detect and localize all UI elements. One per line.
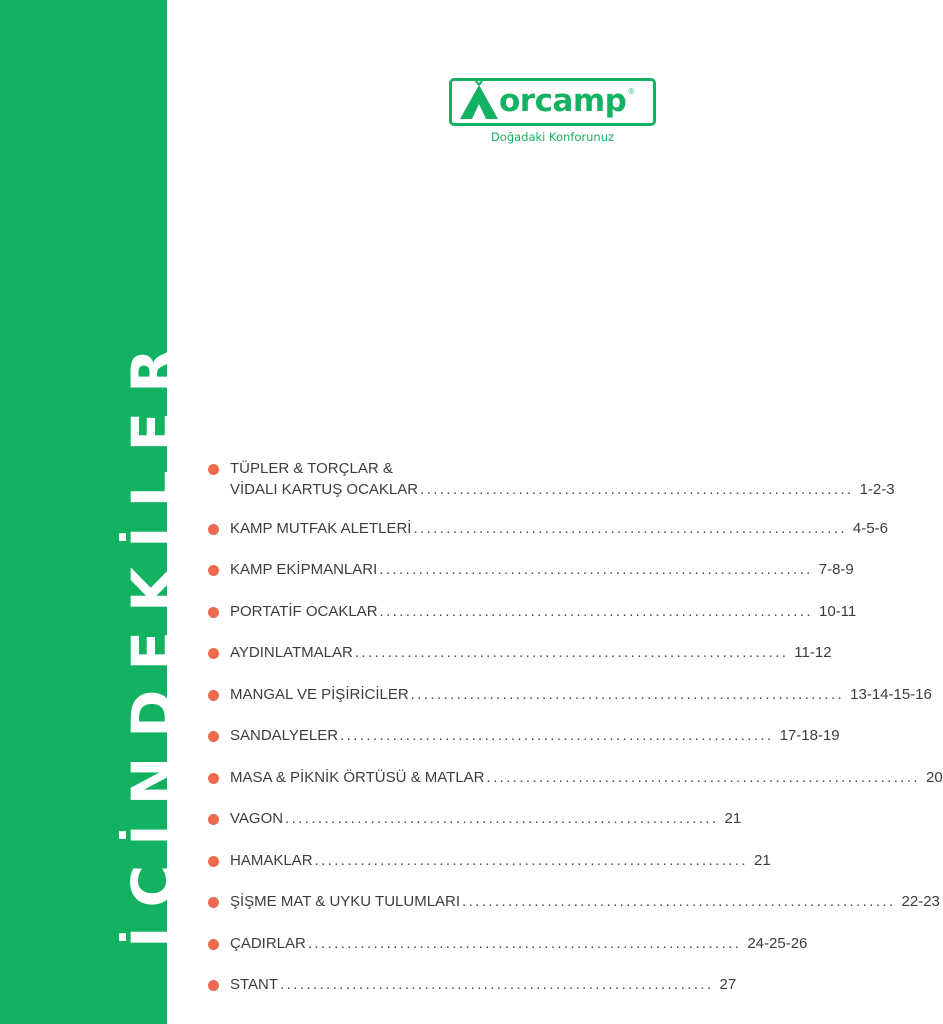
toc-label-line1: TÜPLER & TORÇLAR & [230, 460, 393, 477]
toc-label: PORTATİF OCAKLAR [230, 603, 378, 620]
toc-pages: 13-14-15-16 [850, 686, 932, 703]
toc-label: MANGAL VE PİŞİRİCİLER [230, 686, 409, 703]
toc-item[interactable] [208, 684, 932, 706]
bullet-icon [208, 897, 219, 908]
toc-item[interactable] [208, 767, 943, 789]
dot-leader: .................................................................. [285, 810, 719, 827]
bullet-icon [208, 565, 219, 576]
toc-label: MASA & PİKNİK ÖRTÜSÜ & MATLAR [230, 769, 485, 786]
bullet-icon [208, 690, 219, 701]
toc-label: KAMP EKİPMANLARI [230, 561, 378, 578]
brand-logo [449, 78, 656, 126]
toc-label: STANT [230, 976, 279, 993]
dot-leader: .................................................................. [340, 727, 774, 744]
toc-label: ÇADIRLAR [230, 935, 306, 952]
registered-mark: ® [628, 87, 635, 96]
toc-item[interactable] [208, 725, 840, 747]
toc-item[interactable] [208, 479, 895, 501]
bullet-icon [208, 524, 219, 535]
toc-item[interactable] [208, 518, 888, 540]
bullet-icon [208, 731, 219, 742]
bullet-icon [208, 856, 219, 867]
toc-pages: 17-18-19 [779, 727, 840, 744]
bullet-icon [208, 648, 219, 659]
toc-pages: 4-5-6 [852, 520, 888, 537]
toc-label: KAMP MUTFAK ALETLERİ [230, 520, 412, 537]
toc-label: ŞİŞME MAT & UYKU TULUMLARI [230, 893, 461, 910]
toc-pages: 7-8-9 [818, 561, 854, 578]
toc-item[interactable] [208, 642, 832, 664]
bullet-icon [208, 607, 219, 618]
toc-item[interactable] [208, 601, 857, 623]
toc-pages: 21 [754, 852, 771, 869]
bullet-icon [208, 980, 219, 991]
dot-leader: .................................................................. [486, 769, 920, 786]
sidebar [0, 0, 187, 1024]
toc-item[interactable] [208, 933, 808, 955]
toc-pages: 27 [719, 976, 737, 993]
toc-pages: 20 [925, 769, 943, 786]
toc-label: VAGON [230, 810, 284, 827]
dot-leader: .................................................................. [314, 852, 748, 869]
dot-leader: .................................................................. [462, 893, 896, 910]
bullet-icon [208, 773, 219, 784]
dot-leader: .................................................................. [379, 603, 813, 620]
toc-pages: 10-11 [819, 603, 857, 620]
toc-item[interactable] [208, 850, 771, 872]
dot-leader: .................................................................. [413, 520, 847, 537]
toc-item[interactable] [208, 458, 656, 480]
toc-item[interactable] [208, 808, 742, 830]
toc-label: AYDINLATMALAR [230, 644, 353, 661]
brand-tagline: Doğadaki Konforunuz [490, 130, 615, 144]
toc-label: VİDALI KARTUŞ OCAKLAR [230, 481, 419, 498]
dot-leader: .................................................................. [280, 976, 714, 993]
bullet-icon [208, 814, 219, 825]
toc-pages: 21 [724, 810, 742, 827]
toc-item[interactable] [208, 974, 737, 996]
brand-name: orcamp [499, 82, 627, 119]
dot-leader: .................................................................. [354, 644, 789, 661]
dot-leader: .................................................................. [420, 481, 854, 498]
bullet-icon [208, 939, 219, 950]
dot-leader: .................................................................. [379, 561, 813, 578]
toc-label: HAMAKLAR [230, 852, 313, 869]
toc-pages: 1-2-3 [859, 481, 895, 498]
toc-label: SANDALYELER [230, 727, 339, 744]
bullet-icon [208, 464, 219, 475]
toc-item[interactable] [208, 559, 854, 581]
toc-pages: 24-25-26 [747, 935, 808, 952]
dot-leader: .................................................................. [307, 935, 742, 952]
toc-pages: 22-23 [901, 893, 940, 910]
contents-title: İÇİNDEKİLER [119, 329, 187, 948]
tent-icon [457, 82, 501, 122]
toc-pages: 11-12 [794, 644, 832, 661]
toc-item[interactable] [208, 891, 940, 913]
dot-leader: .................................................................. [410, 686, 845, 703]
